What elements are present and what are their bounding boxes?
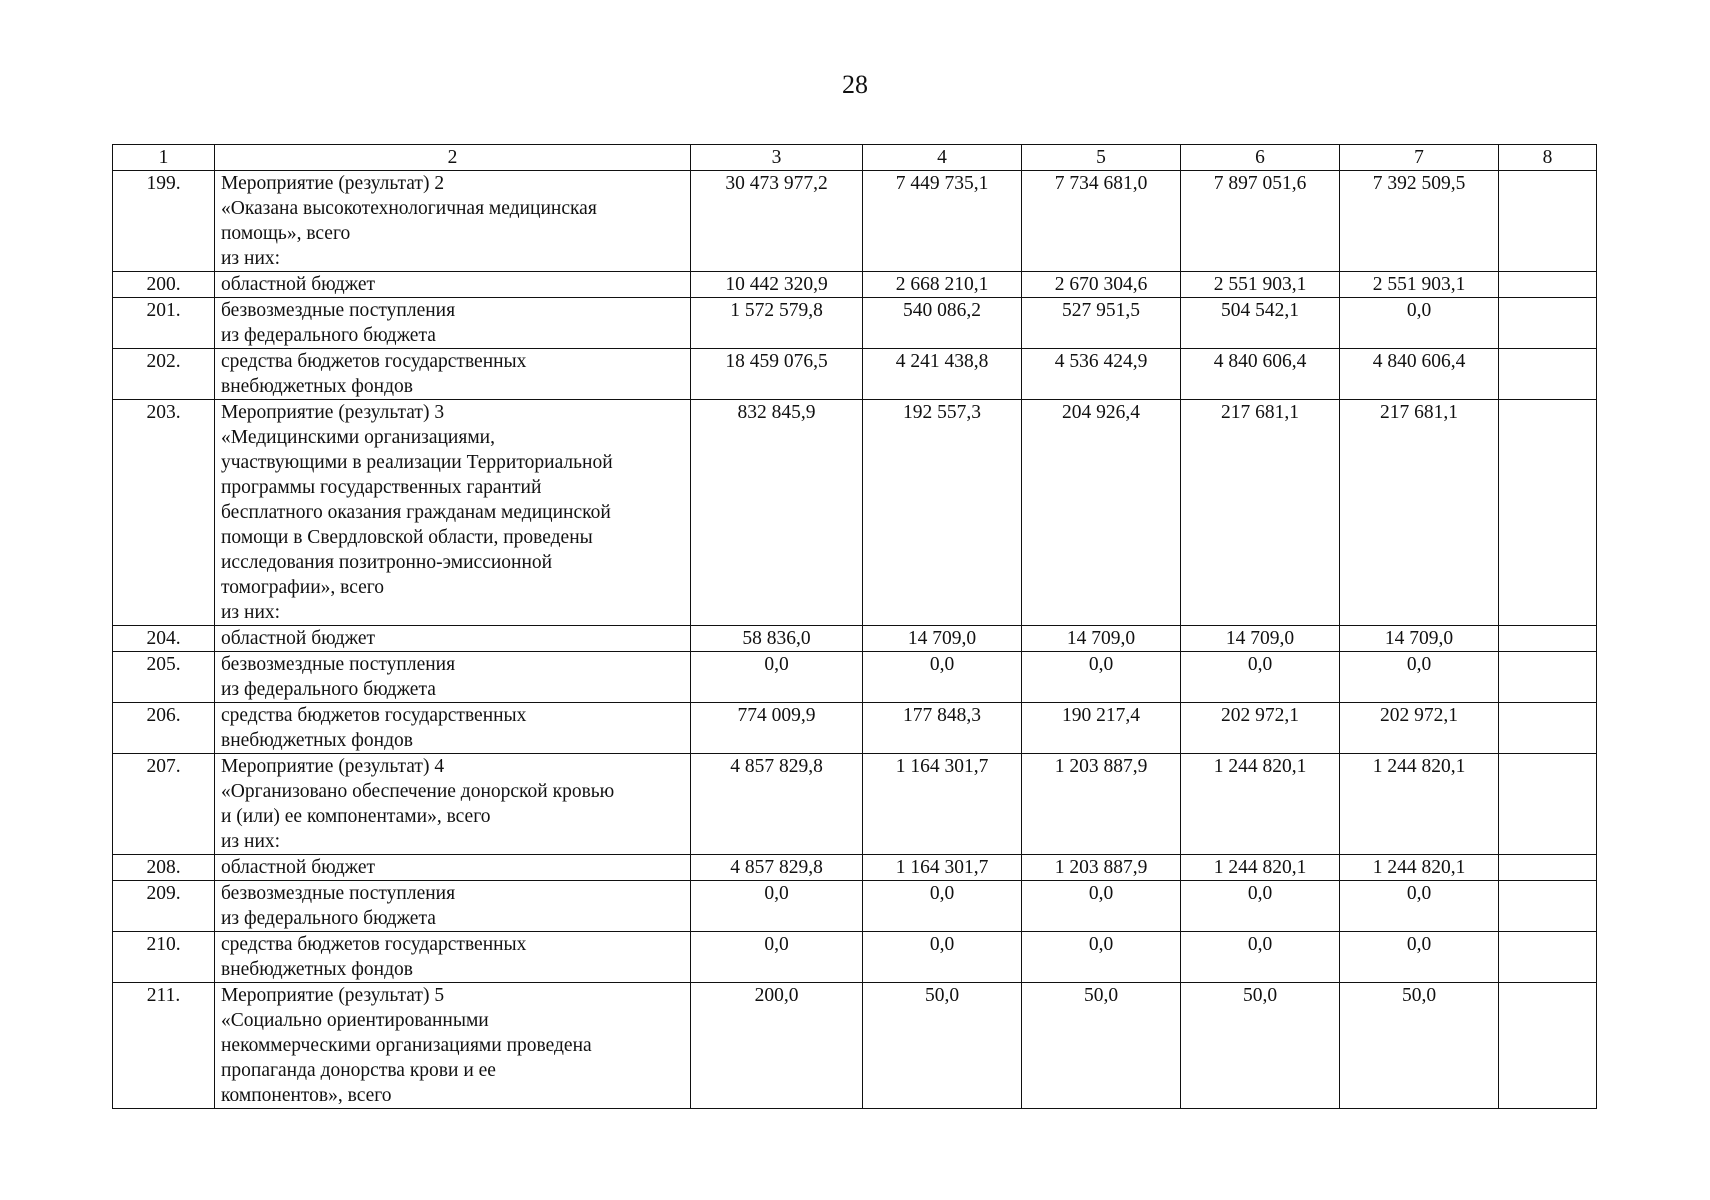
description-line: внебюджетных фондов xyxy=(221,376,413,397)
description-line: компонентов», всего xyxy=(221,1085,392,1106)
col-6-value: 0,0 xyxy=(1181,652,1340,703)
description-line: областной бюджет xyxy=(221,628,376,649)
description-line: и (или) ее компонентами», всего xyxy=(221,806,491,827)
description-line: помощь», всего xyxy=(221,223,351,244)
table-row xyxy=(113,626,1597,652)
table-row xyxy=(113,881,1597,932)
col-7-value: 1 244 820,1 xyxy=(1340,754,1499,855)
col-7-value: 14 709,0 xyxy=(1340,626,1499,652)
table-row xyxy=(113,349,1597,400)
description-line: из федерального бюджета xyxy=(221,325,436,346)
col-6-value: 0,0 xyxy=(1181,881,1340,932)
col-8-cell xyxy=(1499,855,1597,881)
row-description xyxy=(215,349,691,400)
description-line: безвозмездные поступления xyxy=(221,300,456,321)
col-7-value: 0,0 xyxy=(1340,652,1499,703)
description-line: Мероприятие (результат) 2 xyxy=(221,173,445,194)
description-line: безвозмездные поступления xyxy=(221,654,456,675)
col-3-value: 1 572 579,8 xyxy=(691,298,863,349)
row-number: 201. xyxy=(113,298,215,349)
col-5-value: 14 709,0 xyxy=(1022,626,1181,652)
description-line: из них: xyxy=(221,248,281,269)
row-number: 210. xyxy=(113,932,215,983)
col-8-cell xyxy=(1499,652,1597,703)
description-line: областной бюджет xyxy=(221,857,376,878)
description-line: исследования позитронно-эмиссионной xyxy=(221,552,553,573)
col-6-value: 1 244 820,1 xyxy=(1181,855,1340,881)
col-6-value: 217 681,1 xyxy=(1181,400,1340,626)
col-3-value: 832 845,9 xyxy=(691,400,863,626)
col-6-value: 7 897 051,6 xyxy=(1181,171,1340,272)
page-number: 28 xyxy=(842,70,868,99)
col-6-value: 202 972,1 xyxy=(1181,703,1340,754)
description-line: из федерального бюджета xyxy=(221,679,436,700)
row-number: 203. xyxy=(113,400,215,626)
header-cell-4: 4 xyxy=(863,145,1022,171)
col-3-value: 0,0 xyxy=(691,932,863,983)
row-number: 208. xyxy=(113,855,215,881)
col-5-value: 7 734 681,0 xyxy=(1022,171,1181,272)
col-3-value: 4 857 829,8 xyxy=(691,855,863,881)
description-line: из них: xyxy=(221,602,281,623)
col-3-value: 30 473 977,2 xyxy=(691,171,863,272)
table-row xyxy=(113,932,1597,983)
description-line: безвозмездные поступления xyxy=(221,883,456,904)
col-6-value: 504 542,1 xyxy=(1181,298,1340,349)
col-6-value: 1 244 820,1 xyxy=(1181,754,1340,855)
header-row xyxy=(113,145,1597,171)
col-4-value: 0,0 xyxy=(863,881,1022,932)
row-number: 211. xyxy=(113,983,215,1109)
description-line: «Организовано обеспечение донорской кровью xyxy=(221,781,615,802)
row-description xyxy=(215,298,691,349)
col-5-value: 527 951,5 xyxy=(1022,298,1181,349)
col-4-value: 14 709,0 xyxy=(863,626,1022,652)
col-8-cell xyxy=(1499,881,1597,932)
col-4-value: 50,0 xyxy=(863,983,1022,1109)
col-5-value: 204 926,4 xyxy=(1022,400,1181,626)
col-4-value: 4 241 438,8 xyxy=(863,349,1022,400)
budget-table xyxy=(112,144,1597,1109)
col-8-cell xyxy=(1499,932,1597,983)
col-8-cell xyxy=(1499,983,1597,1109)
col-4-value: 0,0 xyxy=(863,652,1022,703)
row-description xyxy=(215,626,691,652)
description-line: некоммерческими организациями проведена xyxy=(221,1035,592,1056)
description-line: средства бюджетов государственных xyxy=(221,934,527,955)
col-3-value: 200,0 xyxy=(691,983,863,1109)
col-6-value: 2 551 903,1 xyxy=(1181,272,1340,298)
description-line: из них: xyxy=(221,831,281,852)
col-3-value: 4 857 829,8 xyxy=(691,754,863,855)
col-6-value: 0,0 xyxy=(1181,932,1340,983)
description-line: внебюджетных фондов xyxy=(221,959,413,980)
col-8-cell xyxy=(1499,400,1597,626)
row-number: 207. xyxy=(113,754,215,855)
col-8-cell xyxy=(1499,298,1597,349)
col-7-value: 0,0 xyxy=(1340,881,1499,932)
col-3-value: 774 009,9 xyxy=(691,703,863,754)
header-cell-7: 7 xyxy=(1340,145,1499,171)
col-4-value: 7 449 735,1 xyxy=(863,171,1022,272)
description-line: помощи в Свердловской области, проведены xyxy=(221,527,593,548)
col-7-value: 0,0 xyxy=(1340,932,1499,983)
col-5-value: 0,0 xyxy=(1022,932,1181,983)
col-7-value: 0,0 xyxy=(1340,298,1499,349)
row-description xyxy=(215,983,691,1109)
col-8-cell xyxy=(1499,171,1597,272)
col-7-value: 217 681,1 xyxy=(1340,400,1499,626)
col-3-value: 18 459 076,5 xyxy=(691,349,863,400)
row-number: 206. xyxy=(113,703,215,754)
header-cell-6: 6 xyxy=(1181,145,1340,171)
col-5-value: 1 203 887,9 xyxy=(1022,754,1181,855)
row-number: 200. xyxy=(113,272,215,298)
col-4-value: 192 557,3 xyxy=(863,400,1022,626)
table-row xyxy=(113,400,1597,626)
table-row xyxy=(113,754,1597,855)
col-8-cell xyxy=(1499,703,1597,754)
col-4-value: 0,0 xyxy=(863,932,1022,983)
description-line: из федерального бюджета xyxy=(221,908,436,929)
col-7-value: 1 244 820,1 xyxy=(1340,855,1499,881)
row-description xyxy=(215,171,691,272)
row-description xyxy=(215,652,691,703)
col-4-value: 1 164 301,7 xyxy=(863,754,1022,855)
description-line: «Социально ориентированными xyxy=(221,1010,489,1031)
col-7-value: 202 972,1 xyxy=(1340,703,1499,754)
row-description xyxy=(215,272,691,298)
col-6-value: 14 709,0 xyxy=(1181,626,1340,652)
description-line: томографии», всего xyxy=(221,577,385,598)
col-5-value: 2 670 304,6 xyxy=(1022,272,1181,298)
col-6-value: 4 840 606,4 xyxy=(1181,349,1340,400)
row-number: 209. xyxy=(113,881,215,932)
col-3-value: 10 442 320,9 xyxy=(691,272,863,298)
header-cell-5: 5 xyxy=(1022,145,1181,171)
row-number: 205. xyxy=(113,652,215,703)
table-body xyxy=(113,171,1597,1109)
table-row xyxy=(113,703,1597,754)
row-number: 199. xyxy=(113,171,215,272)
col-5-value: 190 217,4 xyxy=(1022,703,1181,754)
description-line: пропаганда донорства крови и ее xyxy=(221,1060,496,1081)
header-cell-1: 1 xyxy=(113,145,215,171)
col-7-value: 4 840 606,4 xyxy=(1340,349,1499,400)
col-8-cell xyxy=(1499,349,1597,400)
table-row xyxy=(113,983,1597,1109)
table-row xyxy=(113,298,1597,349)
row-number: 202. xyxy=(113,349,215,400)
col-3-value: 58 836,0 xyxy=(691,626,863,652)
description-line: внебюджетных фондов xyxy=(221,730,413,751)
description-line: средства бюджетов государственных xyxy=(221,705,527,726)
description-line: «Медицинскими организациями, xyxy=(221,427,495,448)
col-3-value: 0,0 xyxy=(691,652,863,703)
description-line: участвующими в реализации Территориальной xyxy=(221,452,613,473)
col-5-value: 50,0 xyxy=(1022,983,1181,1109)
col-4-value: 177 848,3 xyxy=(863,703,1022,754)
col-5-value: 0,0 xyxy=(1022,652,1181,703)
row-description xyxy=(215,855,691,881)
table-row xyxy=(113,272,1597,298)
description-line: Мероприятие (результат) 3 xyxy=(221,402,445,423)
header-cell-3: 3 xyxy=(691,145,863,171)
description-line: бесплатного оказания гражданам медицинской xyxy=(221,502,611,523)
header-cell-2: 2 xyxy=(215,145,691,171)
description-line: средства бюджетов государственных xyxy=(221,351,527,372)
description-line: областной бюджет xyxy=(221,274,376,295)
col-7-value: 50,0 xyxy=(1340,983,1499,1109)
row-number: 204. xyxy=(113,626,215,652)
table-row xyxy=(113,652,1597,703)
row-description xyxy=(215,754,691,855)
table-row xyxy=(113,171,1597,272)
col-5-value: 0,0 xyxy=(1022,881,1181,932)
description-line: «Оказана высокотехнологичная медицинская xyxy=(221,198,597,219)
col-4-value: 540 086,2 xyxy=(863,298,1022,349)
table-row xyxy=(113,855,1597,881)
col-7-value: 7 392 509,5 xyxy=(1340,171,1499,272)
description-line: программы государственных гарантий xyxy=(221,477,542,498)
col-6-value: 50,0 xyxy=(1181,983,1340,1109)
col-7-value: 2 551 903,1 xyxy=(1340,272,1499,298)
row-description xyxy=(215,400,691,626)
col-8-cell xyxy=(1499,754,1597,855)
row-description xyxy=(215,881,691,932)
col-3-value: 0,0 xyxy=(691,881,863,932)
col-4-value: 1 164 301,7 xyxy=(863,855,1022,881)
header-cell-8: 8 xyxy=(1499,145,1597,171)
col-8-cell xyxy=(1499,626,1597,652)
row-description xyxy=(215,932,691,983)
col-8-cell xyxy=(1499,272,1597,298)
col-4-value: 2 668 210,1 xyxy=(863,272,1022,298)
row-description xyxy=(215,703,691,754)
col-5-value: 4 536 424,9 xyxy=(1022,349,1181,400)
description-line: Мероприятие (результат) 5 xyxy=(221,985,445,1006)
description-line: Мероприятие (результат) 4 xyxy=(221,756,445,777)
col-5-value: 1 203 887,9 xyxy=(1022,855,1181,881)
